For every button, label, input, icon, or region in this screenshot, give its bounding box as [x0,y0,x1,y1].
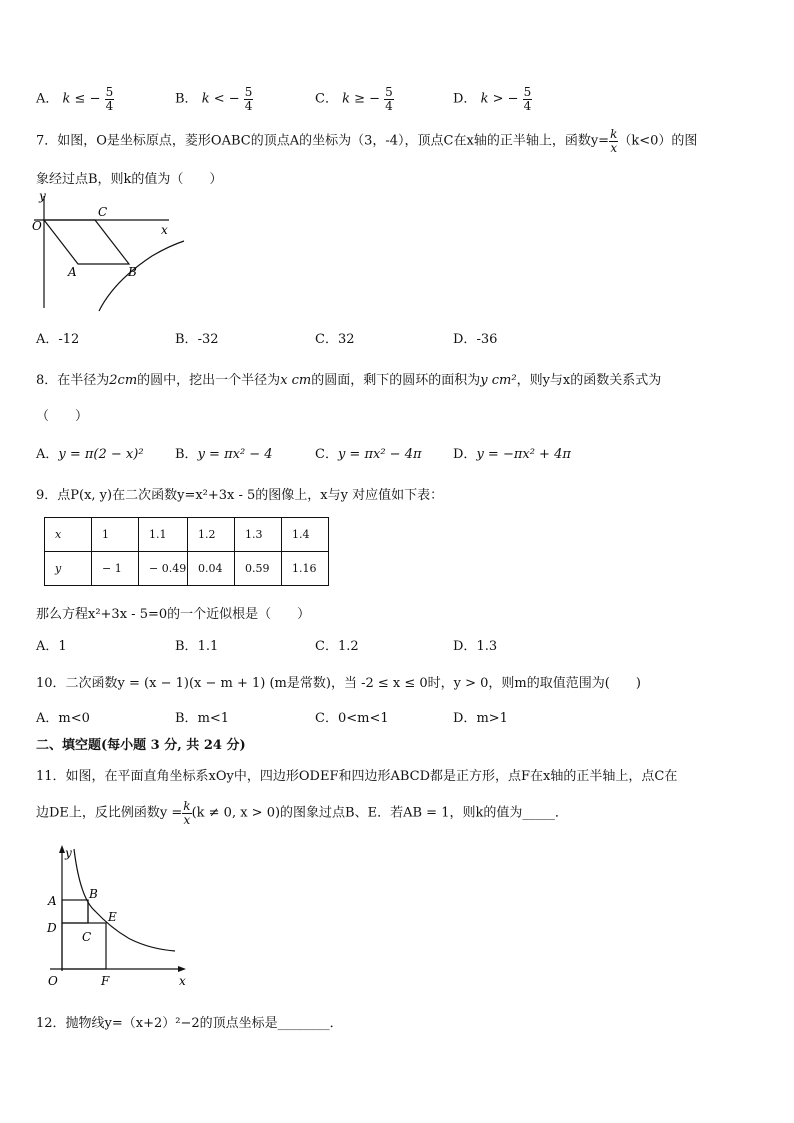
section-heading: 二、填空题(每小题 3 分, 共 24 分) [36,738,246,753]
q6-option-d[interactable] [453,86,532,112]
table-cell: 1.4 [282,518,329,552]
q11-label-o: O [48,974,58,988]
table-cell: 1.1 [139,518,188,552]
q7-label-x: x [161,223,168,237]
table-cell: − 0.49 [139,552,188,586]
table-row [45,518,329,552]
q11-label-x: x [179,974,186,988]
q8-xcm: x cm [280,373,312,388]
q7-label-c: C [98,205,108,219]
q7-rhombus [44,220,129,264]
q6-option-a-fraction: $\frac{5}{4}$ [105,85,114,113]
q7-text-1: 7．如图，O是坐标原点，菱形OABC的顶点A的坐标为（3，-4），顶点C在x轴的正半轴上，函数y= [36,133,610,149]
q8-option-a[interactable]: A．y = π(2 − x)² [36,447,144,462]
q7-label-o: O [32,219,42,233]
q7-option-a[interactable]: A．-12 [36,332,80,347]
q9-stem: 9．点P(x, y)在二次函数y=x²+3x - 5的图像上，x与y 对应值如下表： [36,488,444,503]
q8-option-b[interactable]: B．y = πx² − 4 [175,447,273,462]
q6-option-d-lhs: k > − [480,91,519,107]
q11-label-a: A [48,894,57,908]
q6-option-c[interactable] [315,86,394,112]
q9-option-c[interactable]: C．1.2 [315,639,359,654]
q6-option-b-fraction: $\frac{5}{4}$ [244,85,253,113]
q11-label-y: y [65,846,72,860]
table-cell: 1.2 [188,518,235,552]
q10-stem: 10．二次函数y = (x − 1)(x − m + 1) (m是常数)，当 -2 ≤ x ≤ 0时，y > 0，则m的取值范围为( ) [36,676,641,691]
q10-option-d[interactable]: D．m>1 [453,711,508,726]
q11-text-1: 11．如图，在平面直角坐标系xOy中，四边形ODEF和四边形ABCD都是正方形，点F在x轴的正半轴上，点C在 [36,769,678,784]
q6-option-b[interactable] [175,86,253,112]
q6-option-a-label: A． [36,91,59,107]
q10-option-c[interactable]: C．0<m<1 [315,711,389,726]
q9-option-b[interactable]: B．1.1 [175,639,219,654]
q9-option-a[interactable]: A．1 [36,639,67,654]
table-cell: x [45,518,92,552]
q11-x-arrow [178,966,186,972]
q7-option-b[interactable]: B．-32 [175,332,219,347]
q7-text-2: （k<0）的图 [618,133,698,149]
table-cell: − 1 [92,552,139,586]
q11-stem-2: 边DE上，反比例函数y = $\frac{k}{x}$ (k ≠ 0, x > 0)的图象过点B、E．若AB = 1，则k的值为_____． [36,799,568,827]
table-row [45,552,329,586]
q7-label-y: y [39,189,46,203]
q8-ycm: y cm² [480,373,517,388]
q12-stem: 12．抛物线y=（x+2）²−2的顶点坐标是________． [36,1016,343,1031]
q9-question: 那么方程x²+3x - 5=0的一个近似根是（ ） [36,607,311,622]
q6-option-b-lhs: k < − [201,91,240,107]
q10-option-a[interactable]: A．m<0 [36,711,90,726]
q7-option-c[interactable]: C．32 [315,332,355,347]
q7-text-3: 象经过点B，则k的值为（ ） [36,172,223,187]
table-cell: 0.04 [188,552,235,586]
q9-option-d[interactable]: D．1.3 [453,639,498,654]
q11-label-d: D [47,921,57,935]
q11-label-b: B [89,887,98,901]
q8-stem: 8．在半径为2cm的圆中，挖出一个半径为x cm的圆面，剩下的圆环的面积为y cm²，则y与x的函数关系式为 [36,373,662,388]
q8-paren: （ ） [36,409,89,424]
q11-fraction: $\frac{k}{x}$ [183,799,191,827]
q6-option-b-label: B． [175,91,198,107]
q7-label-b: B [128,265,137,279]
q11-label-e: E [108,910,117,924]
q6-option-d-fraction: $\frac{5}{4}$ [523,85,532,113]
q6-option-a-lhs: k ≤ − [62,91,101,107]
q9-value-table [44,517,329,586]
q6-option-c-label: C． [315,91,338,107]
q7-label-a: A [68,265,77,279]
q11-square-abcd [62,900,88,923]
q7-hyperbola [99,241,184,311]
table-cell: 0.59 [235,552,282,586]
q6-option-c-lhs: k ≥ − [342,91,381,107]
q11-figure [40,843,195,991]
q10-option-b[interactable]: B．m<1 [175,711,230,726]
q8-option-d[interactable]: D．y = −πx² + 4π [453,447,571,462]
q8-option-c[interactable]: C．y = πx² − 4π [315,447,422,462]
table-cell: 1.16 [282,552,329,586]
q7-stem [36,128,697,154]
q11-label-c: C [82,930,92,944]
q11-label-f: F [101,974,110,988]
q7-option-d[interactable]: D．-36 [453,332,498,347]
q6-option-a[interactable] [36,86,114,112]
q6-option-c-fraction: $\frac{5}{4}$ [385,85,393,113]
q6-option-d-label: D． [453,91,477,107]
table-cell: 1 [92,518,139,552]
q8-radius: 2cm [109,373,138,388]
q7-fraction: $\frac{k}{x}$ [610,127,618,155]
table-cell: y [45,552,92,586]
table-cell: 1.3 [235,518,282,552]
q7-figure [34,186,194,314]
